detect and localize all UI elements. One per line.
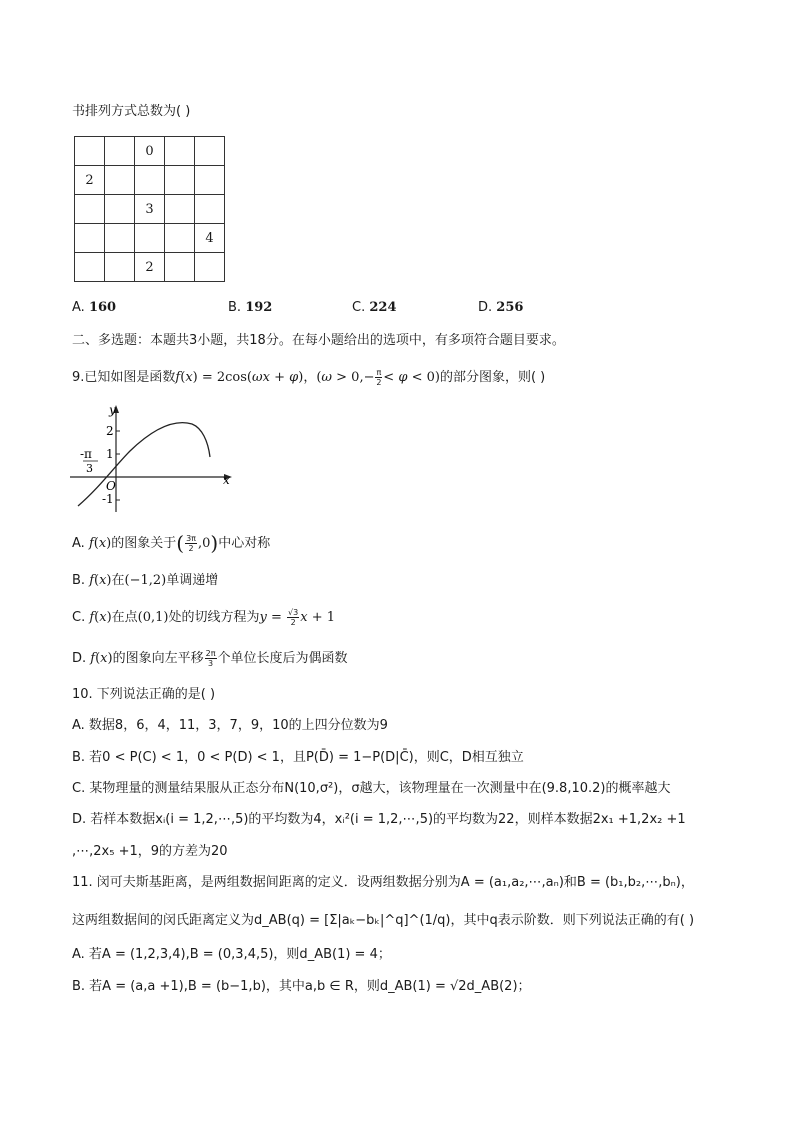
grid-cell: 3 (135, 195, 165, 224)
grid-cell (165, 137, 195, 166)
tick-y-1: 1 (106, 447, 114, 461)
grid-cell (165, 195, 195, 224)
tick-x-neg-pi-over-3-num: -π (80, 447, 92, 461)
number-grid (74, 136, 225, 282)
grid-cell (105, 166, 135, 195)
q11-option-b: B. 若A = (a,a +1),B = (b−1,b)，其中a,b ∈ R，则d_AB(1) = √2d_AB(2)； (72, 979, 531, 994)
grid-cell (75, 253, 105, 282)
q10-stem: 10. 下列说法正确的是( ) (72, 687, 216, 702)
grid-cell (195, 195, 225, 224)
grid-cell (105, 195, 135, 224)
q8-option-b: B. 192 (228, 300, 273, 315)
q9-stem: 9.已知如图是函数f(x) = 2cos(ωx + φ)，(ω > 0,− $\frac{\pi}{2}$ < φ < 0)的部分图象，则( ) (72, 368, 546, 387)
q8-option-c: C. 224 (352, 300, 397, 315)
q10-option-c: C. 某物理量的测量结果服从正态分布N(10,σ²)，σ越大，该物理量在一次测量中在(9.8,10.2)的概率越大 (72, 781, 671, 796)
q8-stem-tail: 书排列方式总数为( ) (72, 104, 191, 119)
sine-curve (78, 423, 210, 506)
origin-label: O (106, 479, 116, 493)
q8-option-d: D. 256 (478, 300, 524, 315)
grid-cell (135, 224, 165, 253)
grid-cell (105, 137, 135, 166)
q11-stem-line2: 这两组数据间的闵氏距离定义为d_AB(q) = [Σ|aₖ−bₖ|^q]^(1/q)，其中q表示阶数．则下列说法正确的有( ) (72, 913, 695, 928)
grid-cell: 0 (135, 137, 165, 166)
q10-option-b: B. 若0 < P(C) < 1，0 < P(D) < 1，且P(D̄) = 1−P(D|C̄)，则C，D相互独立 (72, 750, 524, 765)
q8-option-a: A. 160 (72, 300, 117, 315)
grid-cell (165, 224, 195, 253)
q9-option-b: B. f(x)在(−1,2)单调递增 (72, 573, 219, 588)
grid-cell (165, 253, 195, 282)
grid-cell (105, 253, 135, 282)
grid-cell (165, 166, 195, 195)
grid-row (75, 137, 225, 166)
grid-row (75, 253, 225, 282)
tick-x-neg-pi-over-3-den: 3 (86, 462, 93, 475)
q10-option-a: A. 数据8，6，4，11，3，7，9，10的上四分位数为9 (72, 718, 388, 733)
section-heading: 二、多选题：本题共3小题，共18分。在每小题给出的选项中，有多项符合题目要求。 (72, 333, 565, 348)
function-graph (70, 402, 240, 514)
grid-cell: 4 (195, 224, 225, 253)
q9-option-d: D. f(x)的图象向左平移 $\frac{2\pi}{3}$ 个单位长度后为偶函数 (72, 649, 348, 668)
grid-cell (195, 253, 225, 282)
q9-option-c: C. f(x)在点(0,1)处的切线方程为y = $\frac{√3}{2}$ x + 1 (72, 608, 336, 627)
q9-option-a: A. f(x)的图象关于( $\frac{3\pi}{2}$ ,0)中心对称 (72, 531, 271, 555)
grid-row (75, 195, 225, 224)
grid-row (75, 166, 225, 195)
grid-cell (135, 166, 165, 195)
tick-y-2: 2 (106, 424, 114, 438)
q10-option-d-line2: ,⋯,2x₅ +1，9的方差为20 (72, 844, 228, 859)
grid-cell (105, 224, 135, 253)
grid-cell (195, 137, 225, 166)
q11-stem-line1: 11. 闵可夫斯基距离，是两组数据间距离的定义．设两组数据分别为A = (a₁,a₂,⋯,aₙ)和B = (b₁,b₂,⋯,bₙ)， (72, 875, 694, 890)
grid-cell (75, 195, 105, 224)
grid-cell (195, 166, 225, 195)
grid-row (75, 224, 225, 253)
q10-option-d-line1: D. 若样本数据xᵢ(i = 1,2,⋯,5)的平均数为4，xᵢ²(i = 1,2,⋯,5)的平均数为22，则样本数据2x₁ +1,2x₂ +1 (72, 812, 686, 827)
grid-cell (75, 137, 105, 166)
grid-cell: 2 (135, 253, 165, 282)
q11-option-a: A. 若A = (1,2,3,4),B = (0,3,4,5)，则d_AB(1) = 4； (72, 947, 391, 962)
y-axis-label: y (109, 403, 116, 417)
x-axis-label: x (223, 473, 230, 487)
grid-cell: 2 (75, 166, 105, 195)
tick-y-neg1: -1 (102, 492, 114, 506)
grid-cell (75, 224, 105, 253)
